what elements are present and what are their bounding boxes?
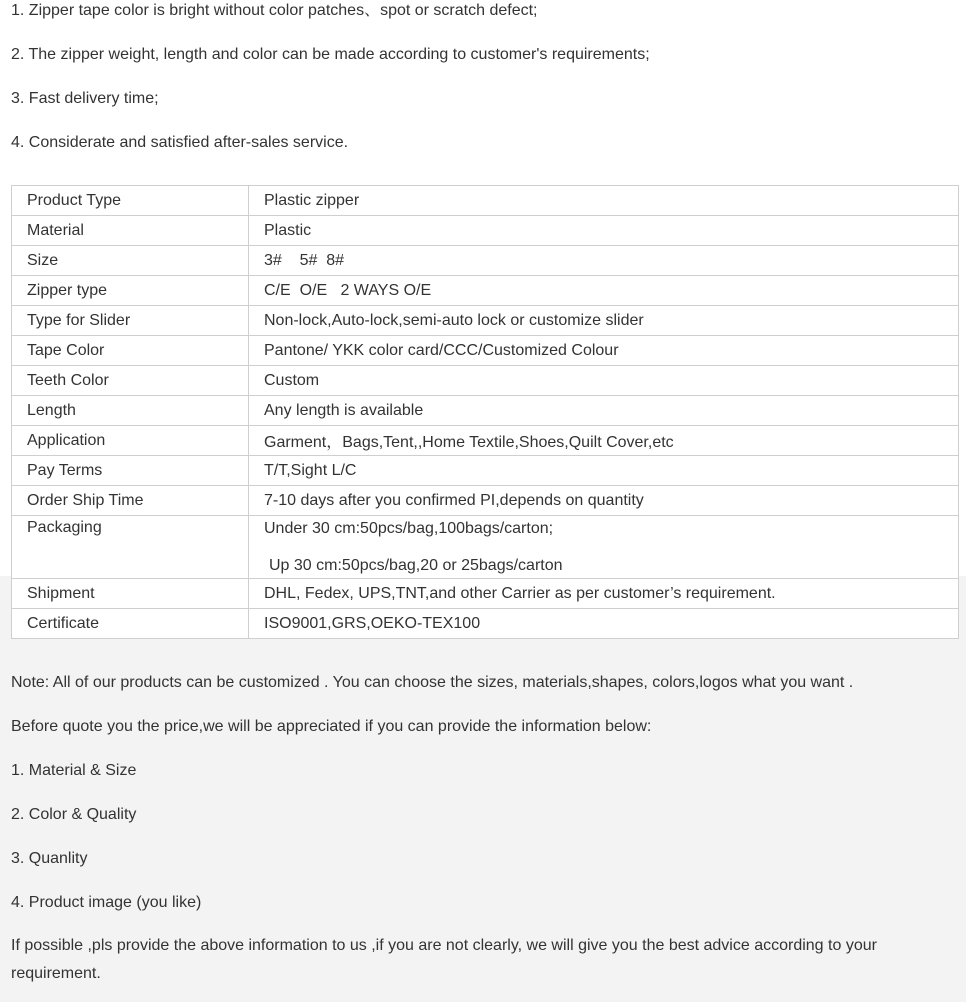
feature-item-4: 4. Considerate and satisfied after-sales service. <box>11 134 349 151</box>
table-row <box>12 276 959 306</box>
table-row <box>12 426 959 456</box>
spec-table <box>11 185 959 639</box>
requirement-item-2: 2. Color & Quality <box>11 806 137 823</box>
table-row <box>12 516 959 579</box>
table-row <box>12 456 959 486</box>
spec-value: Plastic <box>249 216 959 246</box>
table-row <box>12 306 959 336</box>
table-row <box>12 186 959 216</box>
spec-value: ISO9001,GRS,OEKO-TEX100 <box>249 609 959 639</box>
spec-label: Application <box>12 426 249 456</box>
packaging-line-2: Up 30 cm:50pcs/bag,20 or 25bags/carton <box>269 557 563 574</box>
feature-item-3: 3. Fast delivery time; <box>11 90 159 107</box>
spec-value: Any length is available <box>249 396 959 426</box>
table-row <box>12 579 959 609</box>
table-row <box>12 246 959 276</box>
spec-value: Garment，Bags,Tent,,Home Textile,Shoes,Quilt Cover,etc <box>249 426 959 456</box>
spec-value: 3# 5# 8# <box>249 246 959 276</box>
packaging-line-1: Under 30 cm:50pcs/bag,100bags/carton; <box>264 520 554 537</box>
spec-label: Material <box>12 216 249 246</box>
spec-label: Product Type <box>12 186 249 216</box>
table-row <box>12 366 959 396</box>
spec-label: Certificate <box>12 609 249 639</box>
feature-item-1: 1. Zipper tape color is bright without color patches、spot or scratch defect; <box>11 2 538 19</box>
spec-value: Pantone/ YKK color card/CCC/Customized Colour <box>249 336 959 366</box>
spec-label: Length <box>12 396 249 426</box>
spec-label: Zipper type <box>12 276 249 306</box>
spec-value: T/T,Sight L/C <box>249 456 959 486</box>
spec-value: Plastic zipper <box>249 186 959 216</box>
spec-label: Shipment <box>12 579 249 609</box>
spec-label: Size <box>12 246 249 276</box>
spec-value: C/E O/E 2 WAYS O/E <box>249 276 959 306</box>
feature-item-2: 2. The zipper weight, length and color can be made according to customer's requirements; <box>11 46 650 63</box>
spec-value: Custom <box>249 366 959 396</box>
customization-note: Note: All of our products can be customized . You can choose the sizes, materials,shapes, colors,logos what you want . <box>11 674 854 691</box>
spec-value <box>249 516 959 579</box>
spec-value: Non-lock,Auto-lock,semi-auto lock or customize slider <box>249 306 959 336</box>
spec-label: Pay Terms <box>12 456 249 486</box>
closing-paragraph: If possible ,pls provide the above information to us ,if you are not clearly, we will give you the best advice according to your requirement. <box>11 937 877 982</box>
quote-intro: Before quote you the price,we will be appreciated if you can provide the information below: <box>11 718 652 735</box>
table-row <box>12 216 959 246</box>
table-row <box>12 396 959 426</box>
table-row <box>12 336 959 366</box>
requirement-item-1: 1. Material & Size <box>11 762 137 779</box>
spec-value: 7-10 days after you confirmed PI,depends on quantity <box>249 486 959 516</box>
requirement-item-4: 4. Product image (you like) <box>11 894 202 911</box>
spec-label: Tape Color <box>12 336 249 366</box>
table-row <box>12 609 959 639</box>
table-row <box>12 486 959 516</box>
spec-value: DHL, Fedex, UPS,TNT,and other Carrier as per customer’s requirement. <box>249 579 959 609</box>
spec-label: Teeth Color <box>12 366 249 396</box>
spec-label: Packaging <box>12 516 249 579</box>
requirement-item-3: 3. Quanlity <box>11 850 88 867</box>
spec-label: Order Ship Time <box>12 486 249 516</box>
spec-label: Type for Slider <box>12 306 249 336</box>
